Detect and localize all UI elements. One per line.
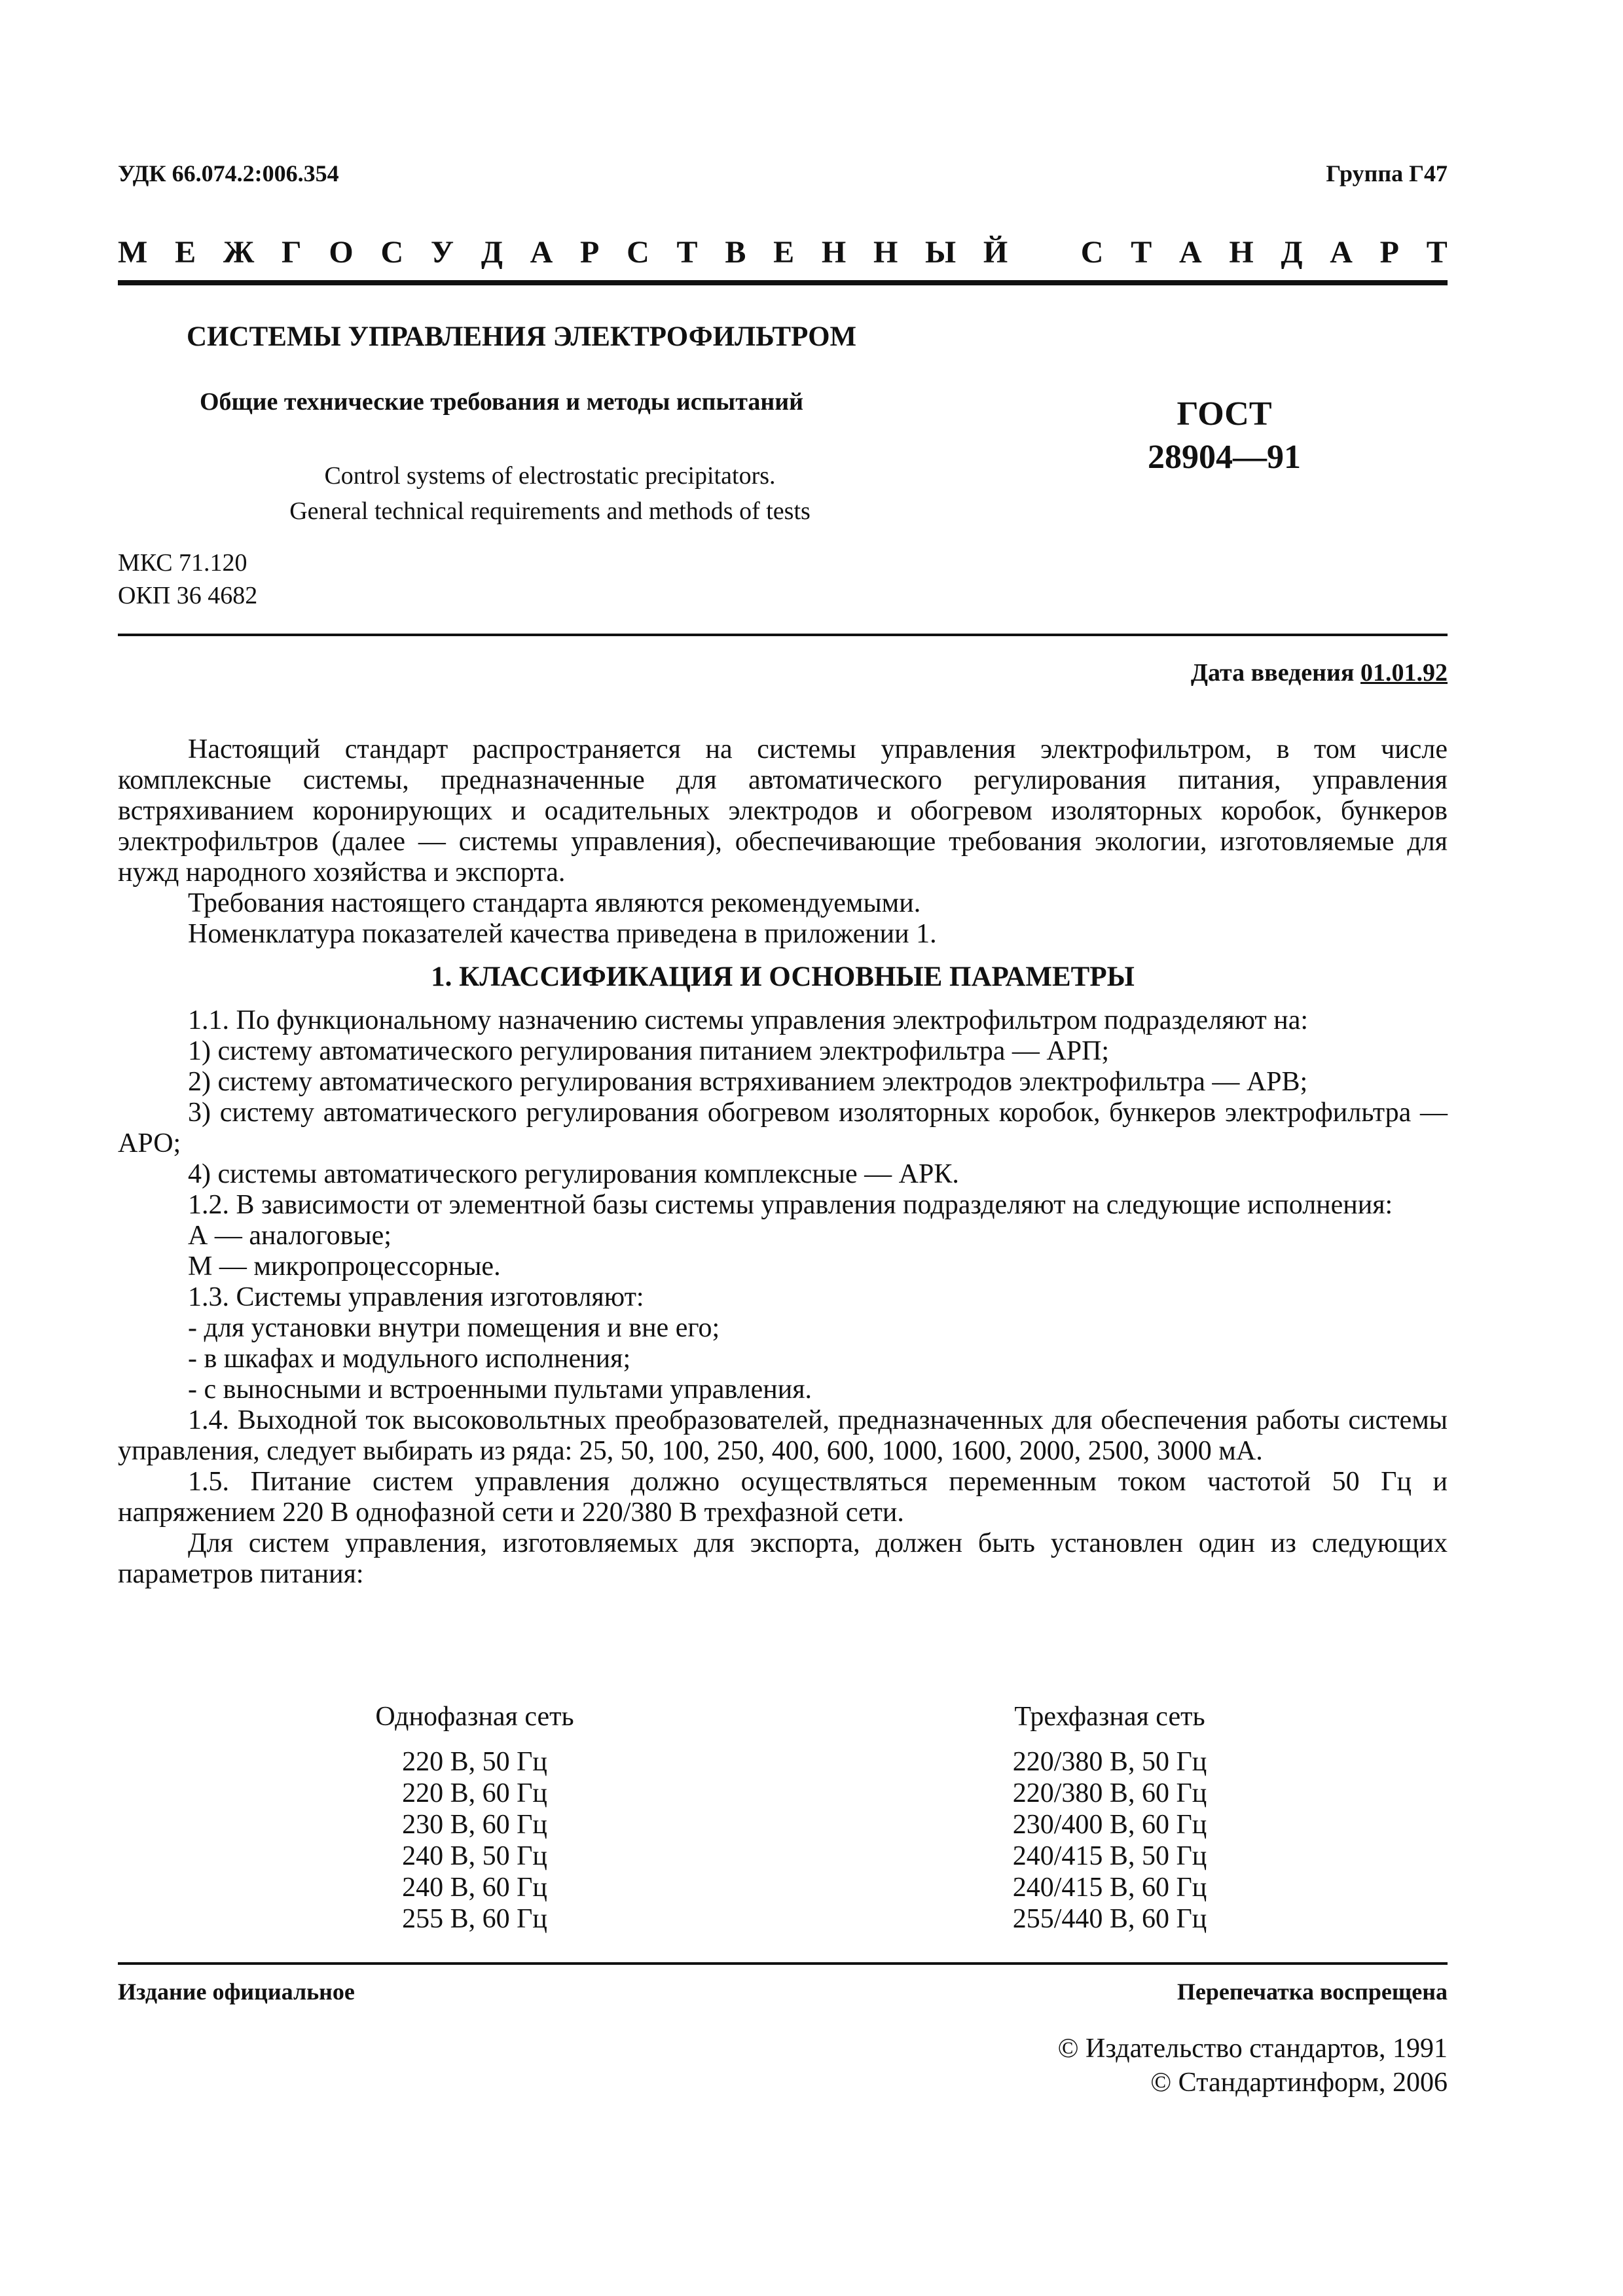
banner-letter: О — [329, 235, 354, 270]
banner-letter: С — [1080, 235, 1104, 270]
classification-codes — [118, 547, 257, 612]
table-cell: 255/440 В, 60 Гц — [1012, 1904, 1207, 1934]
list-item: 4) системы автоматического регулирования комплексные — АРК. — [188, 1159, 959, 1189]
gost-number: 28904—91 — [1148, 439, 1301, 476]
banner-letter: С — [627, 235, 649, 270]
banner-letter: Е — [175, 235, 196, 270]
clause-1-4: 1.4. Выходной ток высоковольтных преобразователей, предназначенных для обеспечения работы системы управления, следует выбирать из ряда: 25, 50, 100, 250, 400, 600, 1000, 1600, 2000, 2500, 3000 мА. — [118, 1405, 1448, 1466]
paragraph-recommended: Требования настоящего стандарта являются рекомендуемыми. — [188, 888, 921, 918]
single-phase-header: Однофазная сеть — [375, 1702, 574, 1732]
banner-letter: Р — [580, 235, 600, 270]
banner-letter: В — [725, 235, 746, 270]
list-item: А — аналоговые; — [188, 1221, 392, 1251]
group-code: Группа Г47 — [1326, 160, 1448, 187]
banner-letter: Д — [1281, 235, 1303, 270]
banner-letter: А — [1330, 235, 1353, 270]
section-heading: 1. КЛАССИФИКАЦИЯ И ОСНОВНЫЕ ПАРАМЕТРЫ — [431, 961, 1135, 992]
table-cell: 240 В, 60 Гц — [402, 1873, 547, 1903]
mks-code: МКС 71.120 — [118, 549, 247, 577]
footer-rule — [118, 1962, 1448, 1965]
banner-letter: А — [530, 235, 553, 270]
banner-letter: Т — [1131, 235, 1152, 270]
reprint-note: Перепечатка воспрещена — [1176, 1979, 1448, 2005]
copyright-block — [1058, 2032, 1448, 2100]
banner-letter: Р — [1379, 235, 1399, 270]
table-cell: 230/400 В, 60 Гц — [1012, 1810, 1207, 1840]
banner-letter: Н — [873, 235, 898, 270]
official-edition-note: Издание официальное — [118, 1979, 355, 2005]
clause-1-5: 1.5. Питание систем управления должно осуществляться переменным током частотой 50 Гц и напряжением 220 В однофазной сети и 220/380 В трехфазной сети. — [118, 1467, 1448, 1528]
introduction-date — [1191, 658, 1448, 687]
paragraph-nomenclature: Номенклатура показателей качества приведена в приложении 1. — [188, 919, 937, 949]
list-item: 3) систему автоматического регулирования обогревом изоляторных коробок, бункеров электрофильтра — АРО; — [118, 1098, 1448, 1158]
banner-letter: Д — [481, 235, 503, 270]
table-cell: 240 В, 50 Гц — [402, 1841, 547, 1871]
banner-letter: Ж — [223, 235, 255, 270]
table-cell: 220/380 В, 60 Гц — [1012, 1778, 1207, 1808]
udk-code: УДК 66.074.2:006.354 — [118, 160, 339, 187]
clause-1-1: 1.1. По функциональному назначению системы управления электрофильтром подразделяют на: — [188, 1005, 1309, 1035]
introduction-date-label: Дата введения — [1190, 659, 1360, 687]
single-phase-column — [334, 1700, 615, 1935]
banner-letter: Й — [983, 235, 1008, 270]
list-item: - с выносными и встроенными пультами управления. — [188, 1374, 812, 1405]
clause-1-5-export: Для систем управления, изготовляемых для экспорта, должен быть установлен один из следующих параметров питания: — [118, 1528, 1448, 1589]
banner-letter: Ы — [925, 235, 957, 270]
header-rule — [118, 280, 1448, 285]
banner-letter: А — [1178, 235, 1202, 270]
table-cell: 230 В, 60 Гц — [402, 1810, 547, 1840]
banner-letter: Е — [773, 235, 795, 270]
banner-letter: Г — [282, 235, 302, 270]
table-cell: 240/415 В, 60 Гц — [1012, 1873, 1207, 1903]
table-cell: 220 В, 60 Гц — [402, 1778, 547, 1808]
banner-word-gap — [1035, 234, 1053, 270]
english-title-line2: General technical requirements and methods of tests — [289, 497, 811, 525]
document-body — [118, 734, 1448, 1590]
list-item: 1) систему автоматического регулирования питанием электрофильтра — АРП; — [188, 1036, 1110, 1066]
banner-letter: Т — [1426, 235, 1448, 270]
introduction-date-value: 01.01.92 — [1360, 659, 1448, 687]
clause-1-3: 1.3. Системы управления изготовляют: — [188, 1282, 644, 1312]
table-cell: 255 В, 60 Гц — [402, 1904, 547, 1934]
okp-code: ОКП 36 4682 — [118, 582, 258, 609]
english-title-line1: Control systems of electrostatic precipitators. — [324, 462, 776, 490]
table-cell: 220/380 В, 50 Гц — [1012, 1747, 1207, 1777]
clause-1-2: 1.2. В зависимости от элементной базы системы управления подразделяют на следующие исполнения: — [188, 1190, 1393, 1220]
copyright-line-2: © Стандартинформ, 2006 — [1150, 2068, 1448, 2098]
english-title — [223, 458, 877, 529]
banner-letter: С — [380, 235, 404, 270]
document-subtitle: Общие технические требования и методы испытаний — [200, 388, 804, 416]
standard-banner — [118, 234, 1448, 270]
banner-letter: У — [430, 235, 454, 270]
title-block-rule — [118, 634, 1448, 636]
banner-letter: Т — [676, 235, 698, 270]
banner-letter: Н — [1229, 235, 1254, 270]
list-item: М — микропроцессорные. — [188, 1251, 501, 1282]
table-cell: 220 В, 50 Гц — [402, 1747, 547, 1777]
gost-designation — [1113, 393, 1336, 479]
paragraph-scope: Настоящий стандарт распространяется на системы управления электрофильтром, в том числе комплексные системы, предназначенные для автоматического регулирования питания, управления встряхиванием коронирующих и осадительных электродов и обогревом изоляторных коробок, бункеров электрофильтров (далее — системы управления), обеспечивающие требования экологии, изготовляемые для нужд народного хозяйства и экспорта. — [118, 734, 1448, 888]
three-phase-column — [962, 1700, 1257, 1935]
list-item: - в шкафах и модульного исполнения; — [188, 1344, 631, 1374]
gost-label: ГОСТ — [1176, 395, 1272, 433]
table-cell: 240/415 В, 50 Гц — [1012, 1841, 1207, 1871]
list-item: - для установки внутри помещения и вне его; — [188, 1313, 720, 1343]
three-phase-header: Трехфазная сеть — [1014, 1702, 1205, 1732]
banner-letter: М — [118, 235, 148, 270]
document-title: СИСТЕМЫ УПРАВЛЕНИЯ ЭЛЕКТРОФИЛЬТРОМ — [187, 321, 857, 352]
banner-letter: Н — [821, 235, 847, 270]
list-item: 2) систему автоматического регулирования встряхиванием электродов электрофильтра — АРВ; — [188, 1067, 1308, 1097]
copyright-line-1: © Издательство стандартов, 1991 — [1057, 2034, 1448, 2064]
